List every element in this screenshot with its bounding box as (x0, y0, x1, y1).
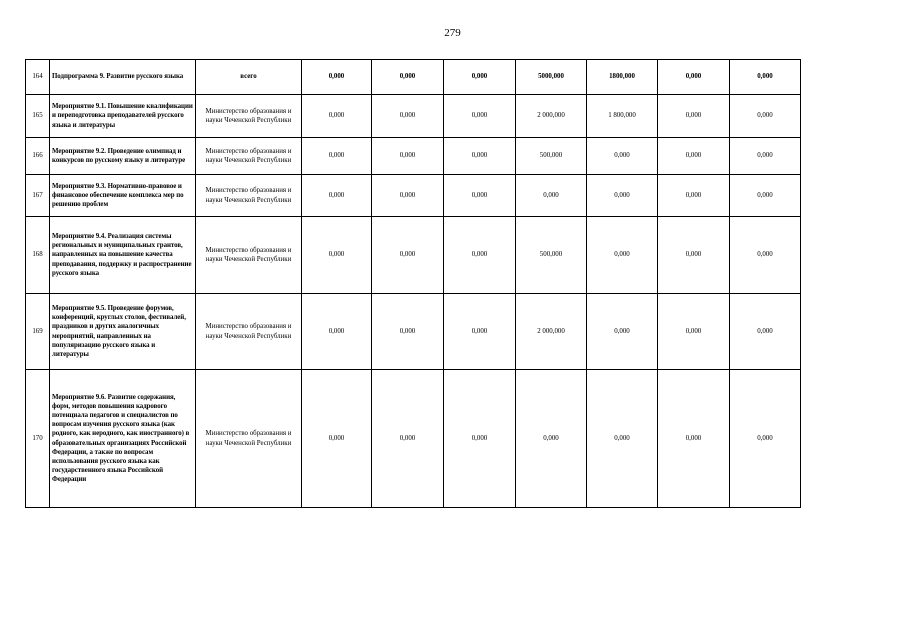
activity-name: Мероприятие 9.1. Повышение квалификации и переподготовка преподавателей русского языка и литературы (50, 95, 196, 138)
funding-value-5: 0,000 (587, 370, 658, 508)
funding-value-7: 0,000 (730, 370, 801, 508)
funding-value-6: 0,000 (658, 138, 730, 175)
row-number: 166 (26, 138, 50, 175)
funding-value-2: 0,000 (372, 60, 444, 95)
funding-value-1: 0,000 (302, 60, 372, 95)
funding-value-4: 0,000 (516, 370, 587, 508)
funding-value-4: 0,000 (516, 175, 587, 217)
table-row (26, 217, 801, 294)
executor-cell: Министерство образования и науки Чеченской Республики (196, 138, 302, 175)
funding-value-1: 0,000 (302, 217, 372, 294)
executor-cell: Министерство образования и науки Чеченской Республики (196, 294, 302, 370)
funding-value-1: 0,000 (302, 138, 372, 175)
funding-value-6: 0,000 (658, 370, 730, 508)
funding-value-7: 0,000 (730, 175, 801, 217)
funding-value-1: 0,000 (302, 175, 372, 217)
funding-value-4: 2 000,000 (516, 95, 587, 138)
funding-value-5: 0,000 (587, 138, 658, 175)
funding-value-2: 0,000 (372, 370, 444, 508)
activity-name: Мероприятие 9.5. Проведение форумов, конференций, круглых столов, фестивалей, праздников и других аналогичных мероприятий, направленных на популяризацию русского языка и литературы (50, 294, 196, 370)
row-number: 167 (26, 175, 50, 217)
funding-value-1: 0,000 (302, 294, 372, 370)
activity-name: Мероприятие 9.6. Развитие содержания, форм, методов повышения кадрового потенциала педагогов и специалистов по вопросам изучения русского языка (как родного, как неродного, как иностранного) в образовательных организациях Российской Федерации, а также по вопросам использования русского языка как государственного языка Российской Федерации (50, 370, 196, 508)
funding-value-3: 0,000 (444, 138, 516, 175)
funding-value-7: 0,000 (730, 60, 801, 95)
funding-value-3: 0,000 (444, 175, 516, 217)
funding-value-4: 500,000 (516, 217, 587, 294)
funding-value-2: 0,000 (372, 217, 444, 294)
budget-table (25, 59, 801, 508)
table-row (26, 370, 801, 508)
funding-value-3: 0,000 (444, 60, 516, 95)
funding-value-3: 0,000 (444, 370, 516, 508)
funding-value-6: 0,000 (658, 60, 730, 95)
table-row (26, 60, 801, 95)
funding-value-2: 0,000 (372, 95, 444, 138)
row-number: 169 (26, 294, 50, 370)
row-number: 164 (26, 60, 50, 95)
funding-value-6: 0,000 (658, 217, 730, 294)
funding-value-2: 0,000 (372, 138, 444, 175)
funding-value-5: 1800,000 (587, 60, 658, 95)
funding-value-7: 0,000 (730, 217, 801, 294)
executor-cell: Министерство образования и науки Чеченской Республики (196, 370, 302, 508)
funding-value-5: 0,000 (587, 294, 658, 370)
table-row (26, 138, 801, 175)
row-number: 168 (26, 217, 50, 294)
funding-value-6: 0,000 (658, 294, 730, 370)
funding-value-3: 0,000 (444, 217, 516, 294)
funding-value-4: 500,000 (516, 138, 587, 175)
row-number: 165 (26, 95, 50, 138)
funding-value-6: 0,000 (658, 175, 730, 217)
funding-value-7: 0,000 (730, 294, 801, 370)
funding-value-5: 0,000 (587, 217, 658, 294)
funding-value-6: 0,000 (658, 95, 730, 138)
executor-cell: Министерство образования и науки Чеченской Республики (196, 175, 302, 217)
funding-value-7: 0,000 (730, 95, 801, 138)
funding-value-4: 5000,000 (516, 60, 587, 95)
executor-cell: всего (196, 60, 302, 95)
funding-value-5: 0,000 (587, 175, 658, 217)
funding-value-5: 1 800,000 (587, 95, 658, 138)
activity-name: Мероприятие 9.4. Реализация системы региональных и муниципальных грантов, направленных на повышение качества преподавания, поддержку и распространение русского языка (50, 217, 196, 294)
table-row (26, 175, 801, 217)
table-row (26, 294, 801, 370)
funding-value-3: 0,000 (444, 95, 516, 138)
activity-name: Мероприятие 9.2. Проведение олимпиад и конкурсов по русскому языку и литературе (50, 138, 196, 175)
funding-value-3: 0,000 (444, 294, 516, 370)
subprogram-name: Подпрограмма 9. Развитие русского языка (50, 60, 196, 95)
funding-value-1: 0,000 (302, 370, 372, 508)
table-row (26, 95, 801, 138)
funding-value-2: 0,000 (372, 294, 444, 370)
funding-value-4: 2 000,000 (516, 294, 587, 370)
funding-value-2: 0,000 (372, 175, 444, 217)
executor-cell: Министерство образования и науки Чеченской Республики (196, 95, 302, 138)
executor-cell: Министерство образования и науки Чеченской Республики (196, 217, 302, 294)
row-number: 170 (26, 370, 50, 508)
activity-name: Мероприятие 9.3. Нормативно-правовое и финансовое обеспечение комплекса мер по решению проблем (50, 175, 196, 217)
page-number: 279 (444, 27, 461, 39)
funding-value-7: 0,000 (730, 138, 801, 175)
funding-value-1: 0,000 (302, 95, 372, 138)
